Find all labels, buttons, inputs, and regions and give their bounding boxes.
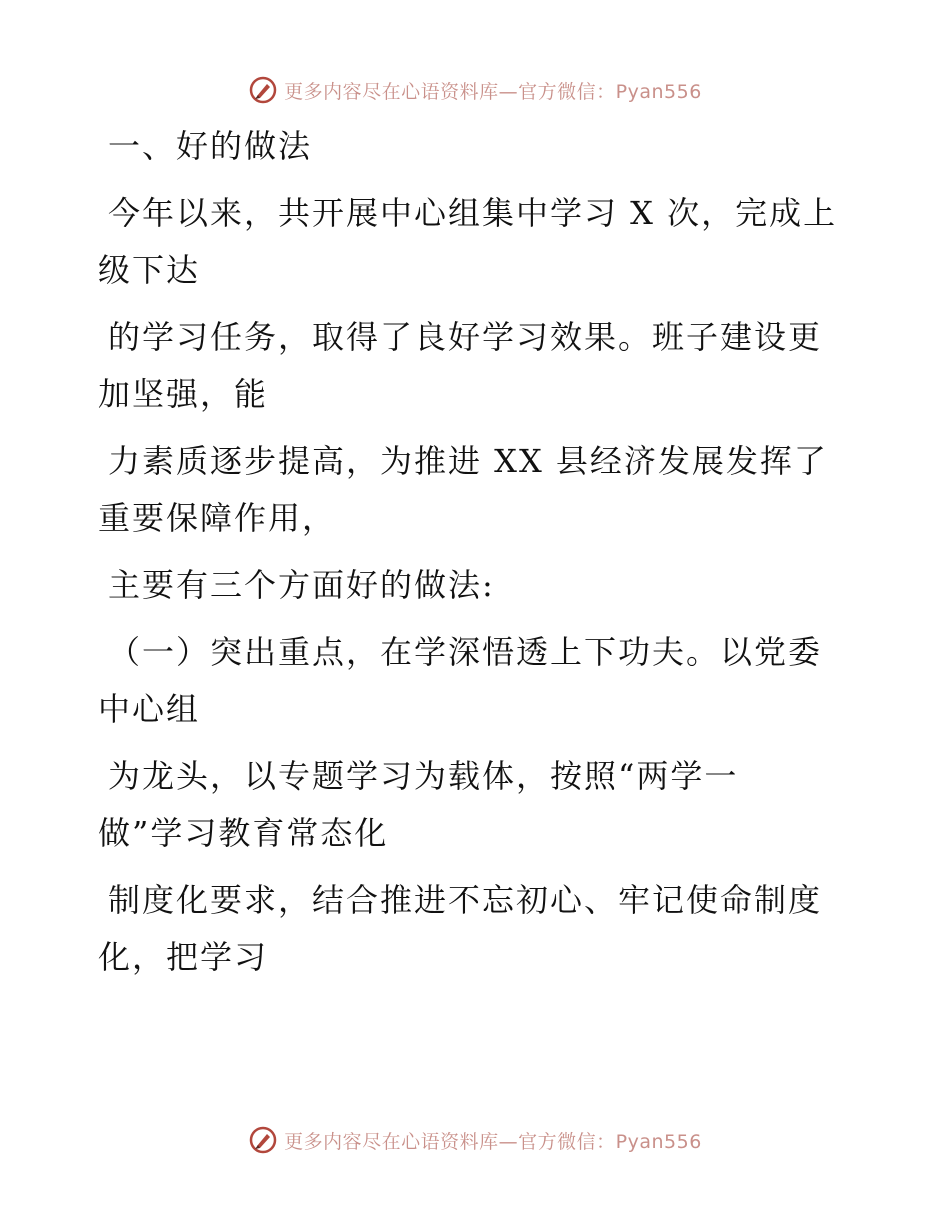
paragraph-line: 加坚强，能 [98, 375, 269, 413]
paragraph-1 [98, 118, 858, 175]
document-body [98, 118, 858, 996]
paragraph-3 [98, 309, 858, 423]
footer-banner [0, 1120, 950, 1160]
paragraph-line: 的学习任务，取得了良好学习效果。班子建设更 [108, 318, 823, 356]
paragraph-8 [98, 872, 858, 986]
paragraph-6 [98, 624, 858, 738]
paragraph-line: 做”学习教育常态化 [98, 814, 389, 852]
paragraph-line: 力素质逐步提高，为推进 XX 县经济发展发挥了 [108, 442, 828, 480]
paragraph-line: 化，把学习 [98, 938, 269, 976]
paragraph-line: 为龙头，以专题学习为载体，按照“两学一 [108, 757, 739, 795]
subsection-heading: （一）突出重点，在学深悟透上下功夫。以党委 [108, 633, 823, 671]
paragraph-line: 重要保障作用， [98, 499, 337, 537]
paragraph-line: 主要有三个方面好的做法: [108, 566, 495, 604]
paragraph-line: 中心组 [98, 690, 201, 728]
paragraph-line: 制度化要求，结合推进不忘初心、牢记使命制度 [108, 881, 823, 919]
header-banner-text: 更多内容尽在心语资料库—官方微信：Pyan556 [284, 80, 702, 103]
paragraph-4 [98, 433, 858, 547]
paragraph-line: 今年以来，共开展中心组集中学习 X 次，完成上 [108, 194, 838, 232]
pen-seal-icon [248, 1125, 278, 1155]
footer-banner-text: 更多内容尽在心语资料库—官方微信：Pyan556 [284, 1130, 702, 1153]
pen-seal-icon [248, 75, 278, 105]
paragraph-7 [98, 748, 858, 862]
paragraph-line: 级下达 [98, 251, 201, 289]
section-heading: 一、好的做法 [108, 127, 313, 165]
header-banner [0, 70, 950, 110]
paragraph-5 [98, 557, 858, 614]
paragraph-2 [98, 185, 858, 299]
